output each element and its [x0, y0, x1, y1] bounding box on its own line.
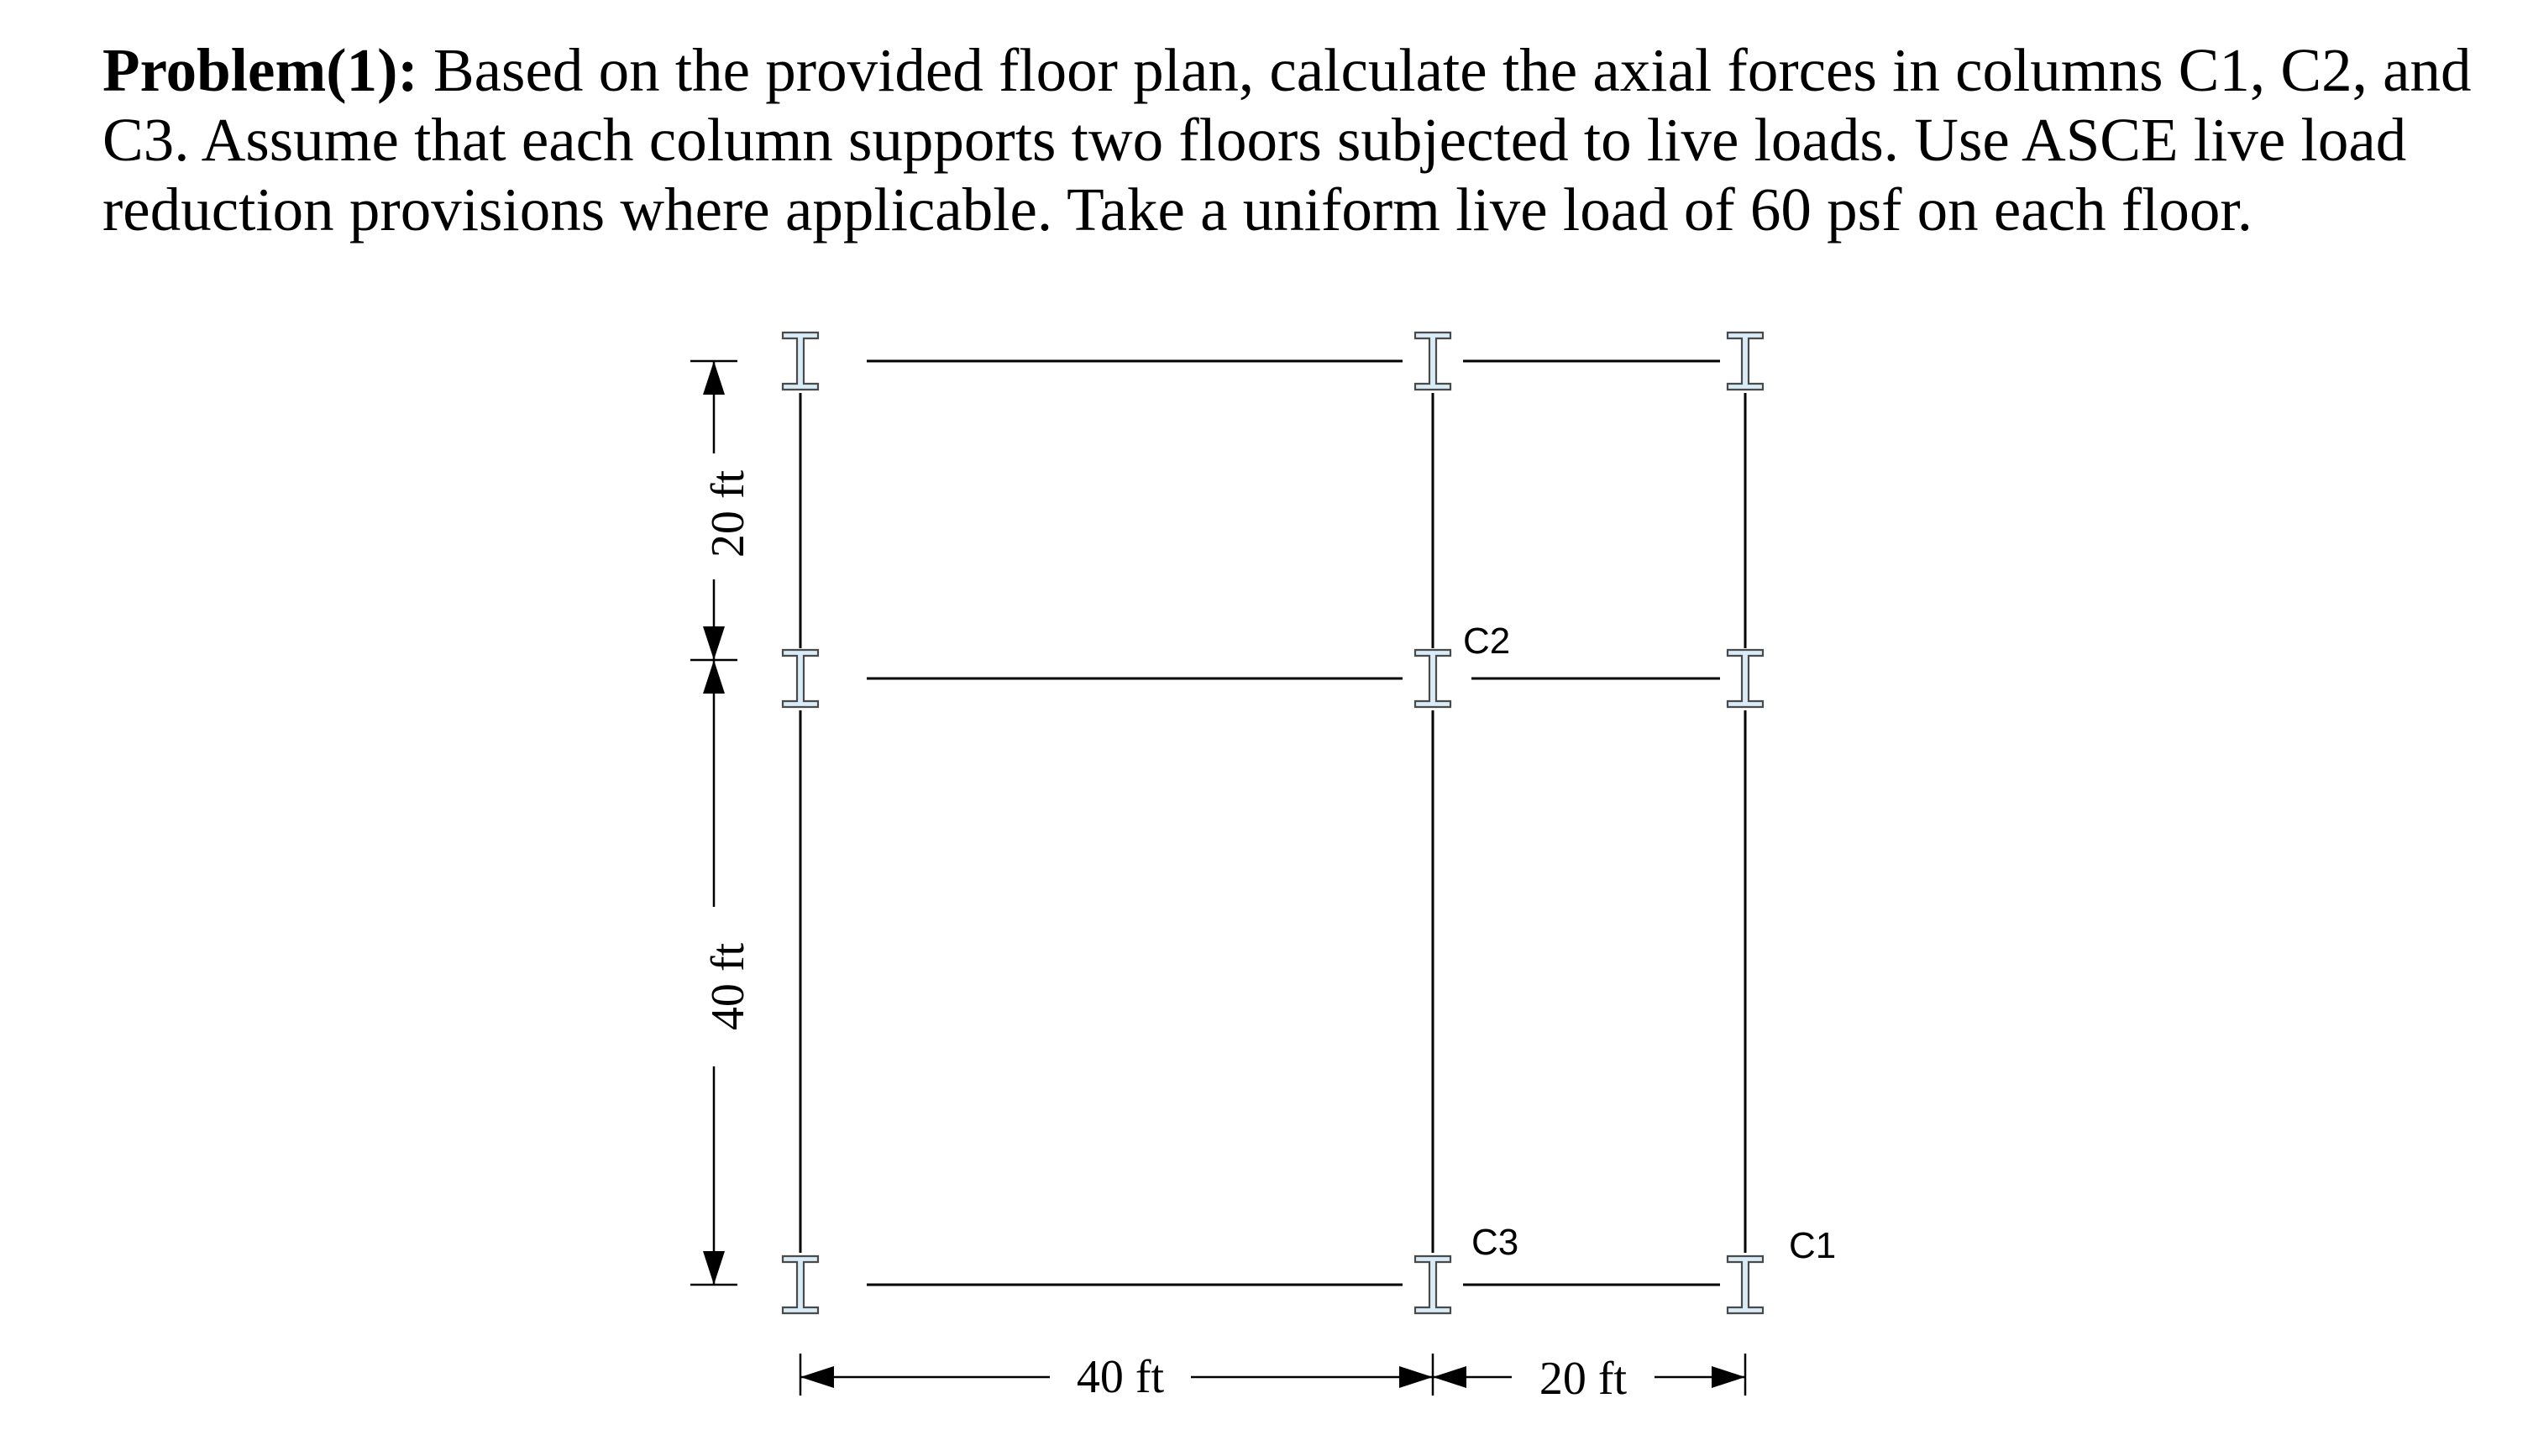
column-ibeam-bottom-left	[783, 1256, 818, 1313]
arrowhead-left-bottom	[703, 1251, 725, 1285]
dimension-label-bottom-20ft: 20 ft	[1539, 1353, 1628, 1405]
column-label-c2: C2	[1463, 621, 1511, 662]
dimension-label-left-40ft: 40 ft	[702, 942, 754, 1031]
arrowhead-bottom-left	[800, 1366, 834, 1388]
arrowhead-left-middle-up	[703, 626, 725, 660]
dimension-label-bottom-40ft: 40 ft	[1076, 1351, 1165, 1403]
column-ibeam-top-center	[1415, 333, 1450, 390]
dimension-label-left-20ft: 20 ft	[702, 469, 754, 558]
problem-line-2: C3. Assume that each column supports two floors subjected to live loads. Use ASCE live load	[102, 106, 2407, 174]
column-ibeam-c2	[1415, 650, 1450, 707]
arrowhead-left-top	[703, 361, 725, 395]
beams-vertical	[800, 393, 1745, 1253]
arrowhead-bottom-right	[1712, 1366, 1745, 1388]
columns	[783, 333, 1763, 1313]
arrowhead-left-middle-down	[703, 660, 725, 694]
problem-line-1-text: Based on the provided floor plan, calculate the axial forces in columns C1, C2, and	[417, 36, 2472, 104]
arrowhead-bottom-center-right	[1433, 1366, 1466, 1388]
column-ibeam-top-right	[1728, 333, 1763, 390]
arrowhead-bottom-center-left	[1399, 1366, 1433, 1388]
column-label-c1: C1	[1789, 1225, 1837, 1266]
column-ibeam-middle-left	[783, 650, 818, 707]
beams-horizontal	[867, 361, 1720, 1285]
problem-line-3: reduction provisions where applicable. Take a uniform live load of 60 psf on each floor.	[102, 175, 2252, 244]
column-ibeam-top-left	[783, 333, 818, 390]
column-label-c3: C3	[1471, 1222, 1519, 1263]
column-ibeam-c1	[1728, 1256, 1763, 1313]
column-ibeam-c3	[1415, 1256, 1450, 1313]
column-ibeam-middle-right	[1728, 650, 1763, 707]
problem-heading: Problem(1):	[102, 36, 418, 104]
